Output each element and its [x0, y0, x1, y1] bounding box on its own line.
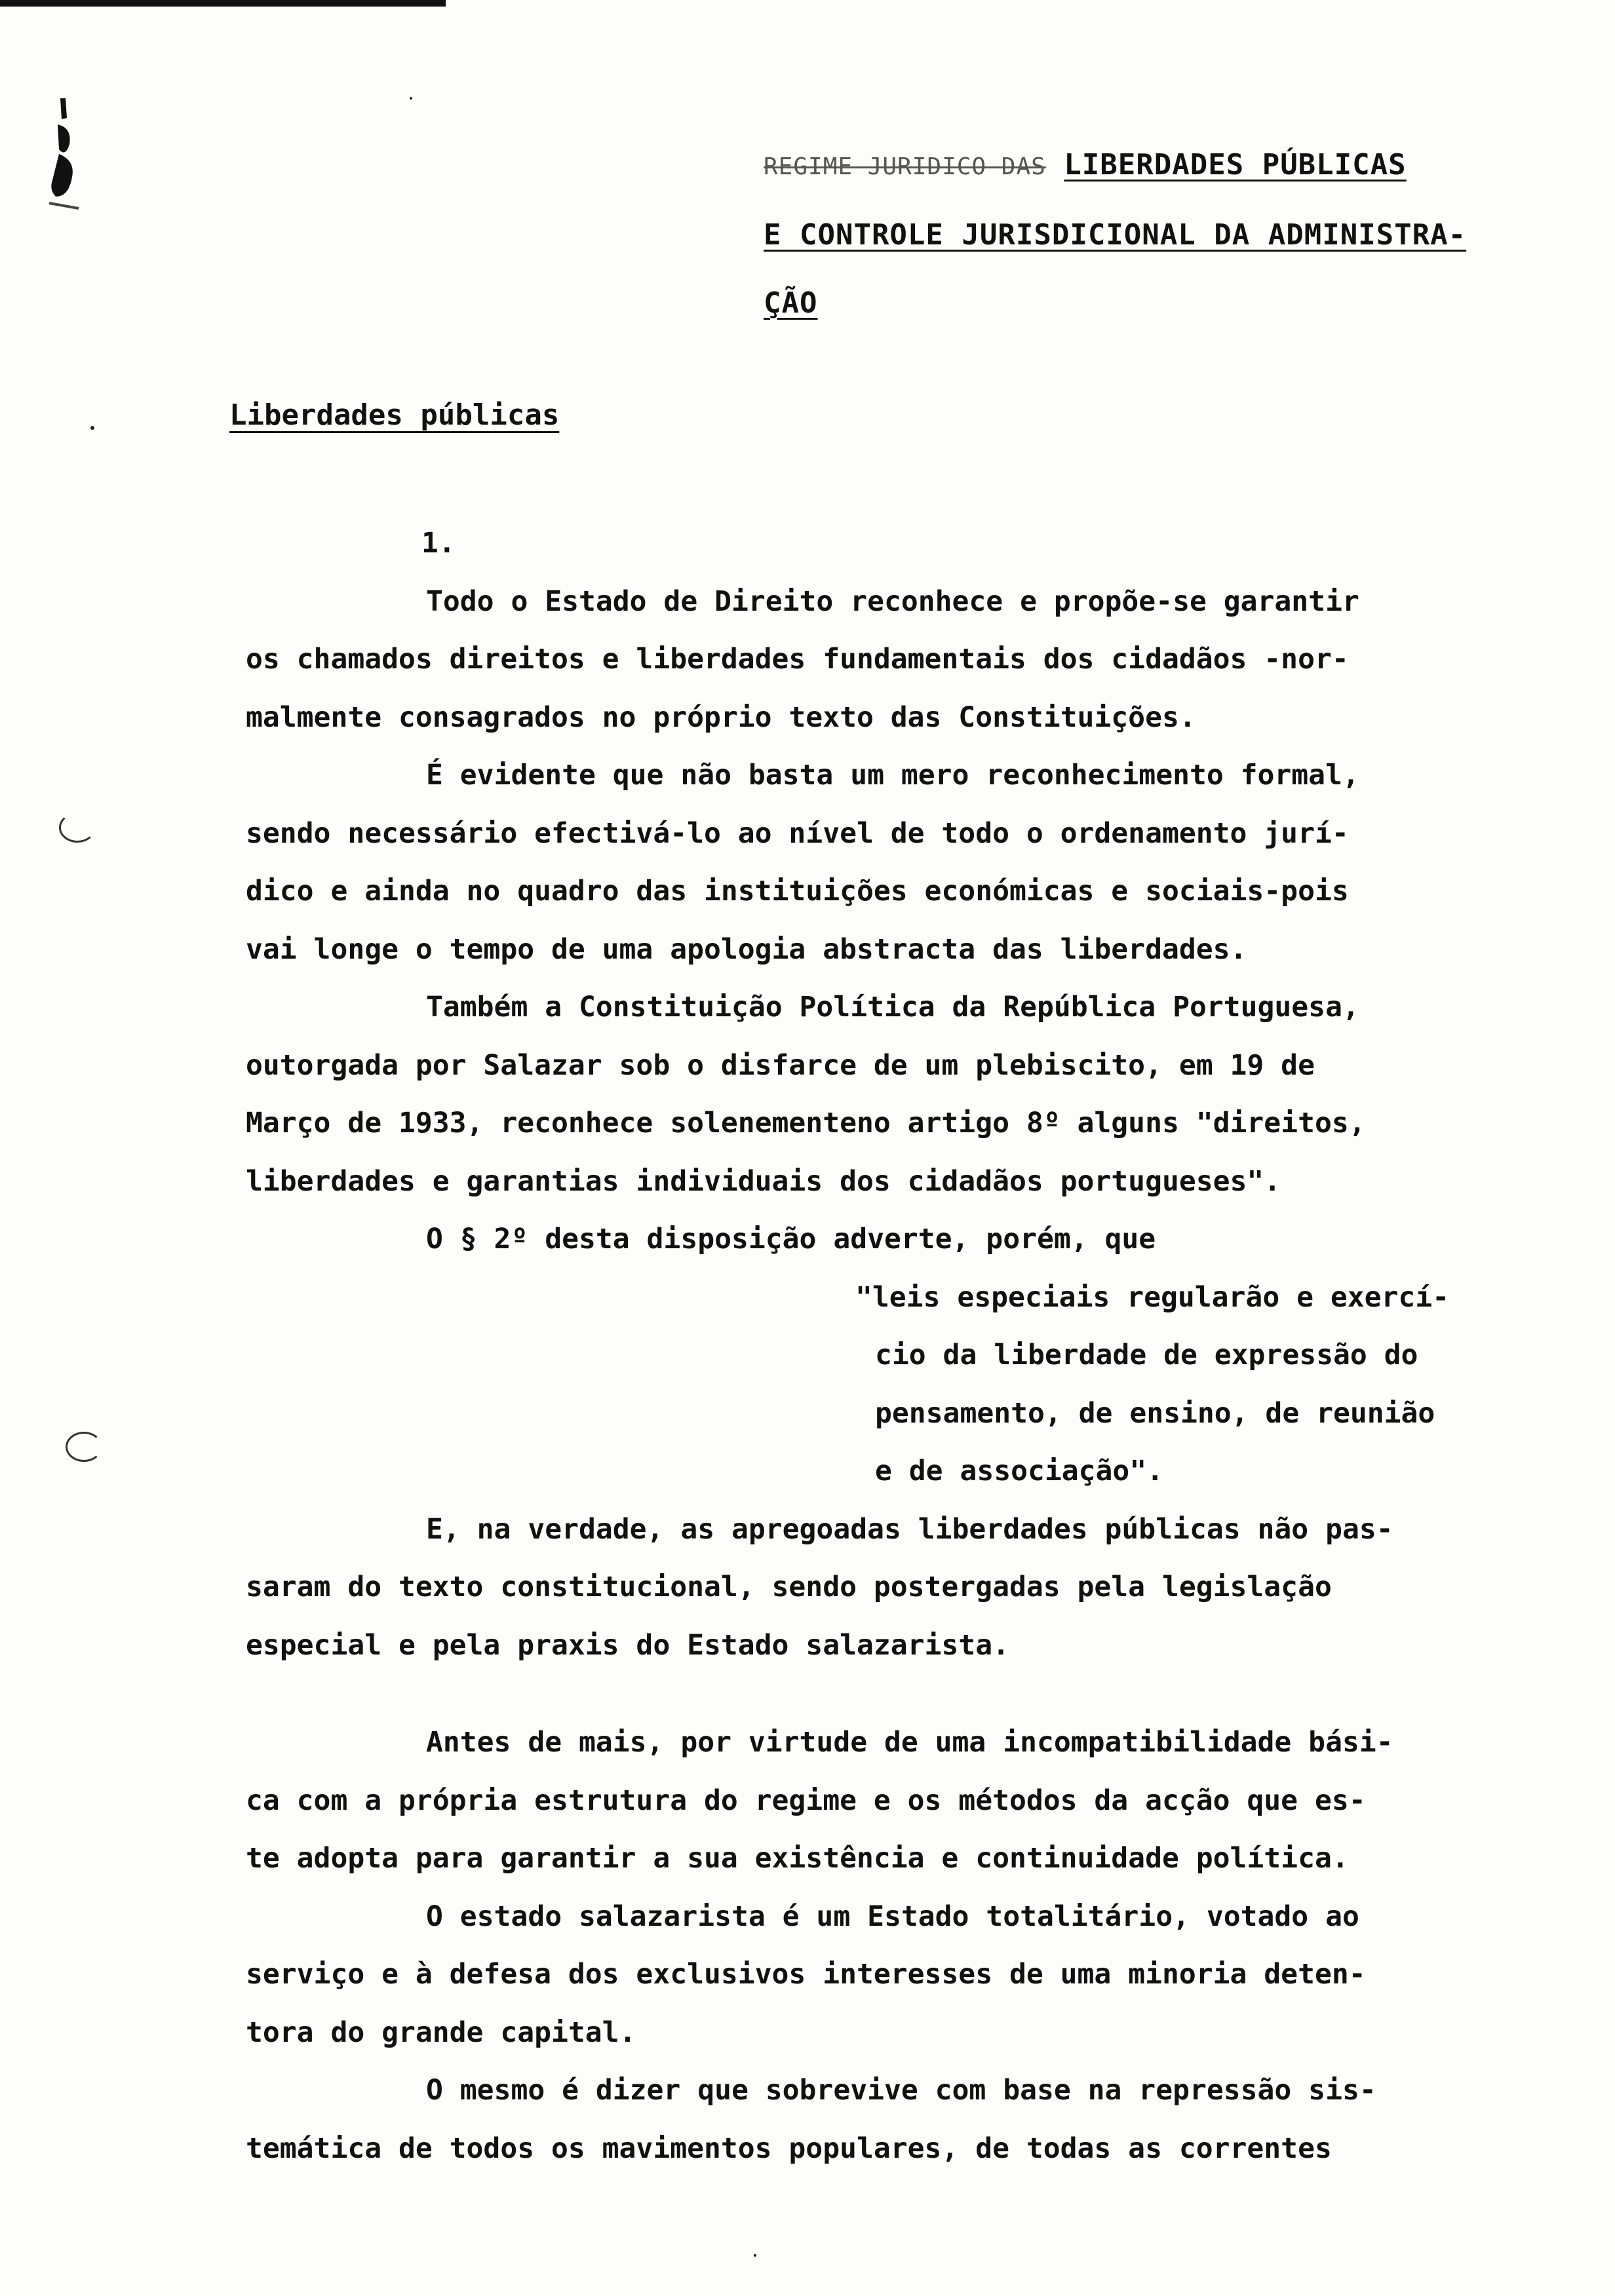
text-line: vai longe o tempo de uma apologia abstracta das liberdades. [246, 932, 1247, 966]
scan-top-edge-line [0, 0, 446, 7]
text-line: dico e ainda no quadro das instituições económicas e sociais-pois [246, 875, 1349, 908]
paragraph-number: 1. [421, 527, 456, 560]
text-line: sendo necessário efectivá-lo ao nível de todo o ordenamento jurí- [246, 816, 1349, 850]
document-title [764, 131, 1550, 337]
text-line: ca com a própria estrutura do regime e os métodos da acção que es- [246, 1784, 1366, 1817]
text-line: tora do grande capital. [246, 2016, 636, 2049]
text-line: E, na verdade, as apregoadas liberdades públicas não pas- [426, 1512, 1393, 1546]
scan-speck [754, 2254, 756, 2257]
quote-line: "leis especiais regularão e exercí- [855, 1280, 1450, 1314]
section-heading: Liberdades públicas [229, 398, 560, 432]
text-line: Março de 1933, reconhece solenementeno artigo 8º alguns "direitos, [246, 1107, 1366, 1139]
text-line: os chamados direitos e liberdades fundamentais dos cidadãos -nor- [246, 643, 1349, 676]
title-line-3 [764, 269, 1550, 337]
punch-hole-mark [59, 813, 96, 843]
quote-line: cio da liberdade de expressão do [875, 1339, 1418, 1371]
text-line: te adopta para garantir a sua existência e continuidade política. [246, 1842, 1349, 1875]
title-struck-text: REGIME JURIDICO DAS [764, 153, 1046, 180]
title-line-1 [764, 131, 1550, 201]
document-body [246, 514, 1557, 2177]
scan-speck [90, 426, 94, 430]
quote-line: pensamento, de ensino, de reunião [875, 1396, 1435, 1430]
text-line: Também a Constituição Política da República Portuguesa, [426, 991, 1359, 1024]
paragraph-gap [246, 1674, 1557, 1713]
text-line: O § 2º desta disposição adverte, porém, que [426, 1223, 1156, 1255]
text-line: serviço e à defesa dos exclusivos interesses de uma minoria deten- [246, 1958, 1366, 1991]
text-line: especial e pela praxis do Estado salazarista. [246, 1628, 1009, 1662]
title-text: LIBERDADES PÚBLICAS [1064, 148, 1407, 182]
text-line: saram do texto constitucional, sendo postergadas pela legislação [246, 1571, 1332, 1603]
text-line: temática de todos os mavimentos populares, de todas as correntes [246, 2132, 1332, 2165]
title-text: ÇÃO [764, 286, 818, 320]
quote-line: e de associação". [875, 1455, 1164, 1487]
text-line: outorgada por Salazar sob o disfarce de um plebiscito, em 19 de [246, 1048, 1315, 1082]
text-line: Antes de mais, por virtude de uma incompatibilidade bási- [426, 1726, 1393, 1759]
text-line: O mesmo é dizer que sobrevive com base na repressão sis- [426, 2074, 1376, 2107]
text-line: liberdades e garantias individuais dos cidadãos portugueses". [246, 1164, 1281, 1198]
text-line: malmente consagrados no próprio texto das Constituições. [246, 700, 1196, 734]
title-line-2 [764, 201, 1550, 269]
staple-mark-icon [46, 98, 82, 213]
text-line: Todo o Estado de Direito reconhece e propõe-se garantir [426, 584, 1359, 618]
punch-hole-mark [66, 1432, 102, 1462]
text-line: É evidente que não basta um mero reconhecimento formal, [426, 759, 1359, 792]
text-line: O estado salazarista é um Estado totalitário, votado ao [426, 1900, 1359, 1933]
title-text: E CONTROLE JURISDICIONAL DA ADMINISTRA- [764, 218, 1467, 252]
scan-speck [410, 97, 412, 100]
